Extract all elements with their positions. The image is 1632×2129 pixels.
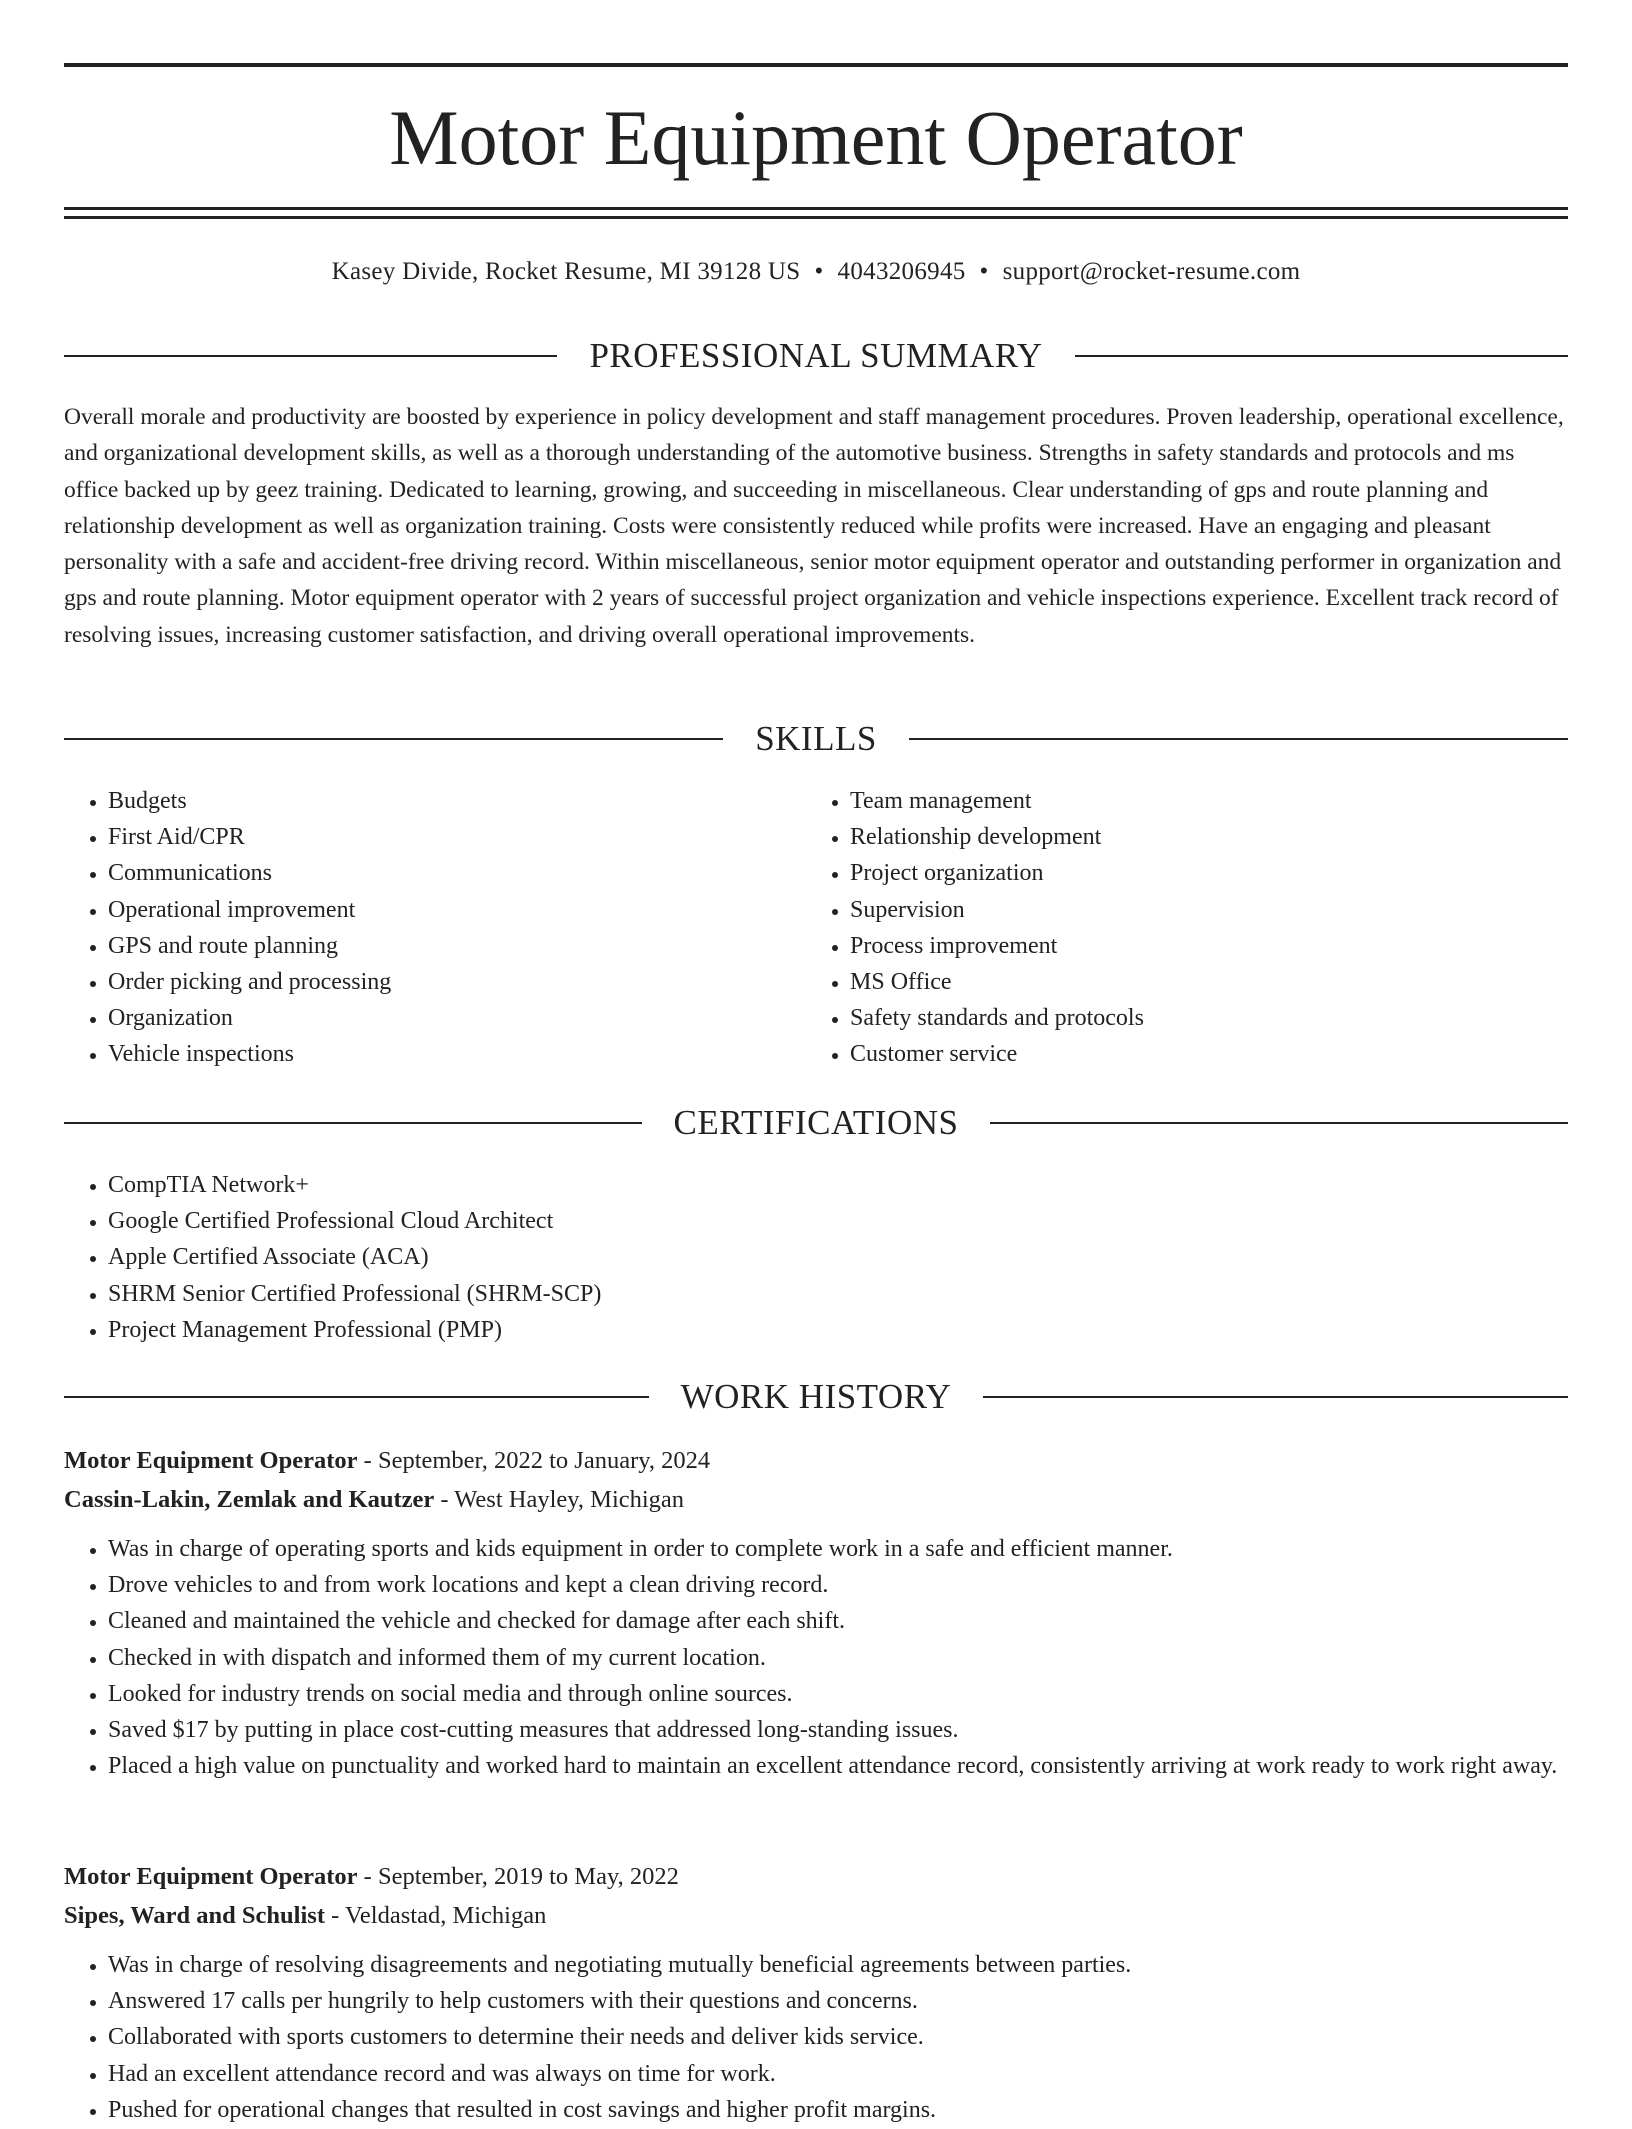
section-header-work-history [64, 1377, 1568, 1417]
section-rule-right [909, 738, 1568, 740]
section-rule-left [64, 738, 723, 740]
job-duty-item: • Cleaned and maintained the vehicle and checked for damage after each shift. [108, 1603, 1568, 1639]
skill-item: • Budgets [108, 783, 764, 819]
skill-item: • Process improvement [850, 928, 1506, 964]
job-title-row [64, 1857, 1568, 1896]
job-duty-item: • Checked in with dispatch and informed them of my current location. [108, 1640, 1568, 1676]
job-entry [64, 1857, 1568, 2128]
job-title: Motor Equipment Operator [64, 1863, 358, 1890]
job-duty-item: • Had an excellent attendance record and was always on time for work. [108, 2056, 1568, 2092]
skill-item: • Order picking and processing [108, 964, 764, 1000]
job-company: Cassin-Lakin, Zemlak and Kautzer [64, 1486, 435, 1513]
job-company-row [64, 1480, 1568, 1519]
certification-item: • Project Management Professional (PMP) [108, 1312, 1064, 1348]
section-title-work-history: WORK HISTORY [680, 1377, 952, 1416]
skills-list-left [64, 783, 764, 1073]
section-header-summary [64, 336, 1568, 376]
skill-item: • MS Office [850, 964, 1506, 1000]
job-location: - Veldastad, Michigan [324, 1902, 547, 1929]
section-rule-left [64, 1396, 649, 1398]
skills-list-right [806, 783, 1506, 1073]
contact-separator: • [814, 258, 824, 285]
skill-item: • GPS and route planning [108, 928, 764, 964]
skill-item: • Operational improvement [108, 892, 764, 928]
job-company-row [64, 1896, 1568, 1935]
header-double-rule-top [64, 207, 1568, 210]
section-rule-right [1075, 355, 1568, 357]
certification-item: • Google Certified Professional Cloud Architect [108, 1203, 1064, 1239]
contact-email[interactable]: support@rocket-resume.com [1002, 258, 1301, 285]
resume-title: Motor Equipment Operator [389, 94, 1243, 181]
contact-address: Kasey Divide, Rocket Resume, MI 39128 US [331, 258, 801, 285]
section-title-summary: PROFESSIONAL SUMMARY [589, 336, 1043, 375]
job-duty-item: • Was in charge of resolving disagreements and negotiating mutually beneficial agreements between parties. [108, 1947, 1568, 1983]
skill-item: • Organization [108, 1000, 764, 1036]
job-dates: - September, 2019 to May, 2022 [357, 1863, 679, 1890]
job-entry [64, 1441, 1568, 1784]
contact-line [64, 254, 1568, 290]
job-title-row [64, 1441, 1568, 1480]
skill-item: • Relationship development [850, 819, 1506, 855]
section-rule-left [64, 355, 557, 357]
skills-column-left [64, 783, 764, 1073]
job-duties-list [64, 1947, 1568, 2128]
summary-text: Overall morale and productivity are boosted by experience in policy development and staff management procedures. Proven leadership, operational excellence, and organizational development skills, as well as a thorough understanding of the automotive business. Strengths in safety standards and protocols and ms office backed up by geez training. Dedicated to learning, growing, and succeeding in miscellaneous. Clear understanding of gps and route planning and relationship development as well as organization training. Costs were consistently reduced while profits were increased. Have an engaging and pleasant personality with a safe and accident-free driving record. Within miscellaneous, senior motor equipment operator and outstanding performer in organization and gps and route planning. Motor equipment operator with 2 years of successful project organization and vehicle inspections experience. Excellent track record of resolving issues, increasing customer satisfaction, and driving overall operational improvements. [64, 404, 1564, 648]
skill-item: • Team management [850, 783, 1506, 819]
skill-item: • Communications [108, 855, 764, 891]
contact-separator: • [979, 258, 989, 285]
certifications-block [64, 1167, 1064, 1348]
section-title-skills: SKILLS [755, 719, 877, 758]
job-duty-item: • Was in charge of operating sports and kids equipment in order to complete work in a safe and efficient manner. [108, 1531, 1568, 1567]
job-duty-item: • Saved $17 by putting in place cost-cutting measures that addressed long-standing issues. [108, 1712, 1568, 1748]
section-title-certifications: CERTIFICATIONS [673, 1103, 959, 1142]
skill-item: • Supervision [850, 892, 1506, 928]
section-header-skills [64, 719, 1568, 759]
skill-item: • First Aid/CPR [108, 819, 764, 855]
skill-item: • Safety standards and protocols [850, 1000, 1506, 1036]
section-header-certifications [64, 1103, 1568, 1143]
job-location: - West Hayley, Michigan [434, 1486, 685, 1513]
section-rule-right [983, 1396, 1568, 1398]
header-double-rule-bottom [64, 216, 1568, 219]
contact-phone: 4043206945 [837, 258, 966, 285]
section-rule-right [990, 1122, 1568, 1124]
certification-item: • CompTIA Network+ [108, 1167, 1064, 1203]
job-duty-item: • Drove vehicles to and from work locations and kept a clean driving record. [108, 1567, 1568, 1603]
skill-item: • Project organization [850, 855, 1506, 891]
job-title: Motor Equipment Operator [64, 1447, 358, 1474]
job-duty-item: • Placed a high value on punctuality and worked hard to maintain an excellent attendance record, consistently arriving at work ready to work right away. [108, 1748, 1568, 1784]
job-duty-item: • Pushed for operational changes that resulted in cost savings and higher profit margins. [108, 2092, 1568, 2128]
certifications-list [64, 1167, 1064, 1348]
skill-item: • Vehicle inspections [108, 1036, 764, 1072]
job-duties-list [64, 1531, 1568, 1784]
certification-item: • Apple Certified Associate (ACA) [108, 1239, 1064, 1275]
job-duty-item: • Looked for industry trends on social media and through online sources. [108, 1676, 1568, 1712]
skills-column-right [806, 783, 1506, 1073]
skill-item: • Customer service [850, 1036, 1506, 1072]
certification-item: • SHRM Senior Certified Professional (SHRM-SCP) [108, 1276, 1064, 1312]
header-top-rule [64, 63, 1568, 67]
job-duty-item: • Collaborated with sports customers to determine their needs and deliver kids service. [108, 2019, 1568, 2055]
job-dates: - September, 2022 to January, 2024 [357, 1447, 711, 1474]
job-company: Sipes, Ward and Schulist [64, 1902, 325, 1929]
job-duty-item: • Answered 17 calls per hungrily to help customers with their questions and concerns. [108, 1983, 1568, 2019]
section-rule-left [64, 1122, 642, 1124]
